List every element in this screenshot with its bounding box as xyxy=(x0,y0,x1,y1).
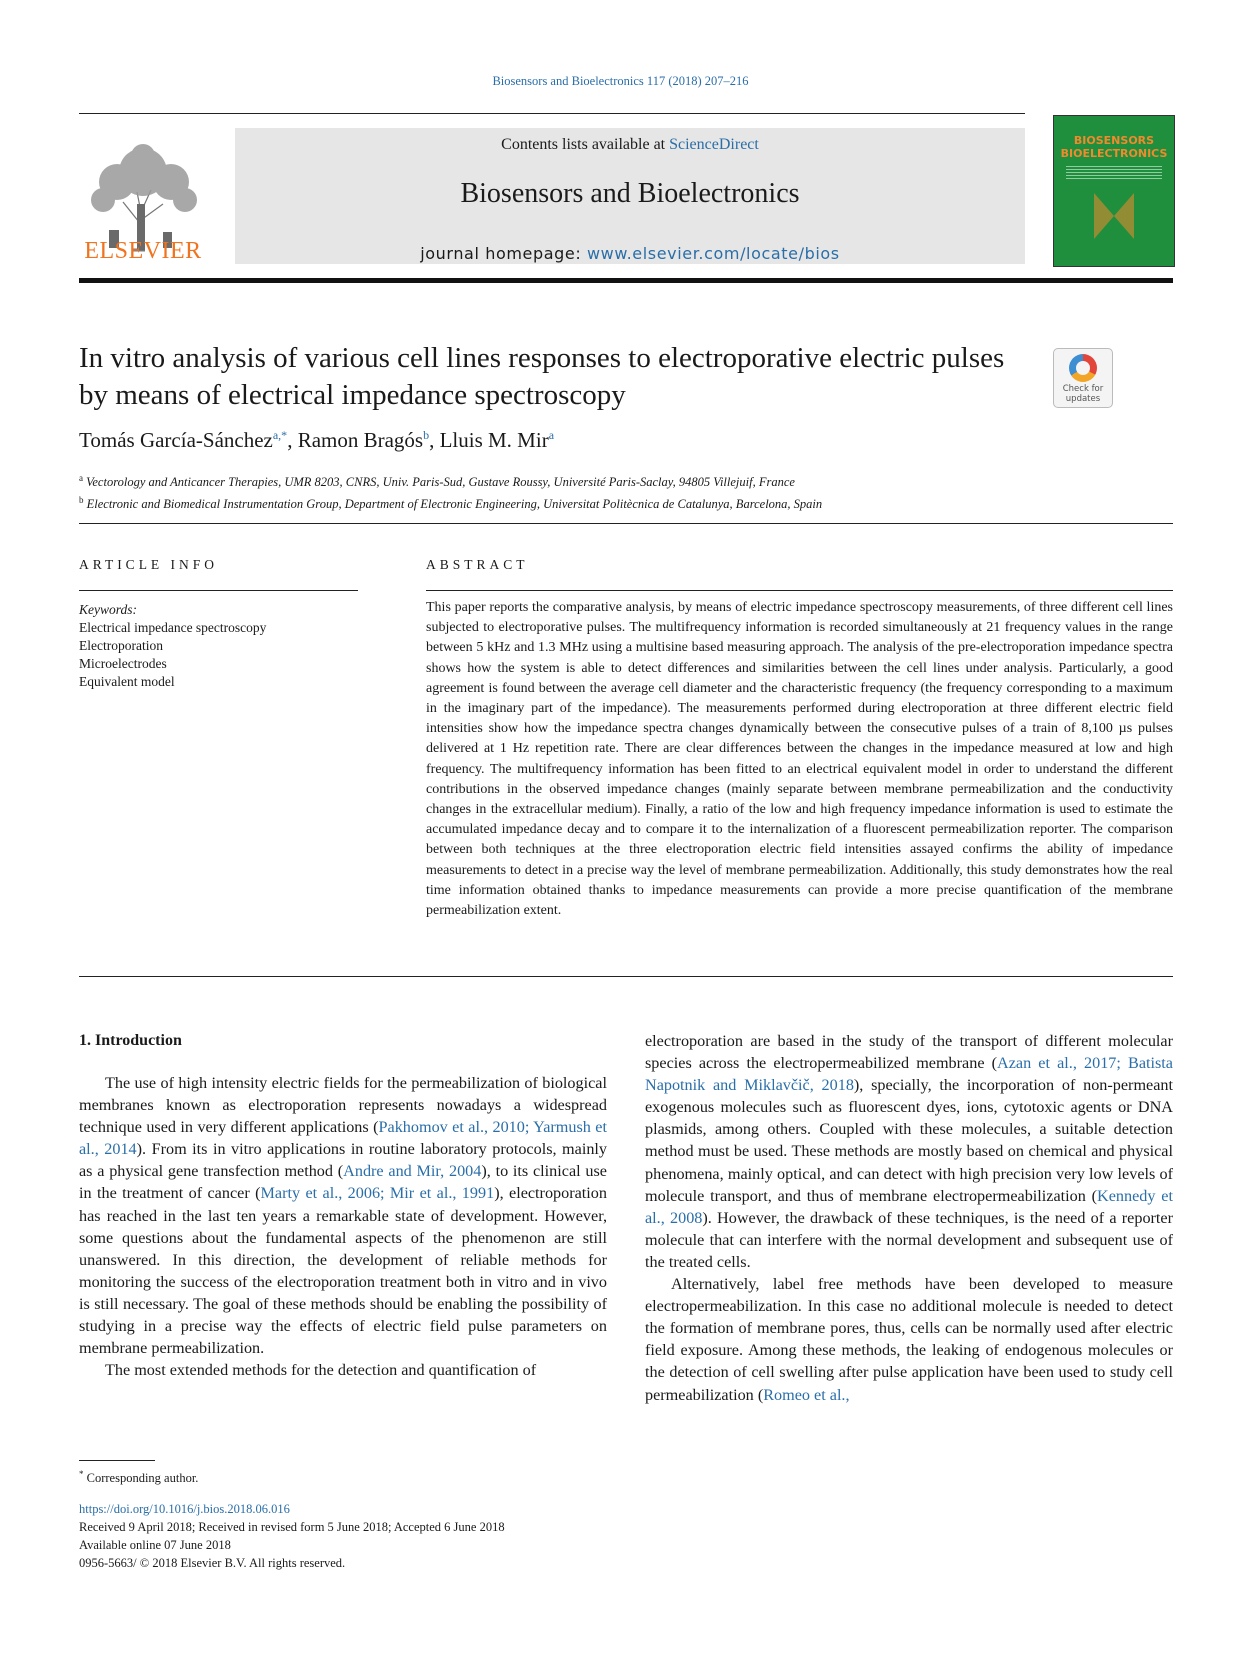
author-name: Tomás García-Sánchez xyxy=(79,428,273,452)
header-thick-rule xyxy=(79,278,1173,283)
author-separator: , xyxy=(429,428,440,452)
cover-subtitle-lines xyxy=(1066,166,1162,180)
paragraph-text: Alternatively, label free methods have been developed to measure electropermeabilization. In this case no additional molecule is needed to detect the formation of membrane pores, thus, cells can be normally used after electric field exposure. Among these methods, the leaking of endogenous molecules or the detection of cell swelling after pulse application have been used to study cell permeabilization ( xyxy=(645,1275,1173,1404)
keywords xyxy=(79,601,358,691)
abstract-heading: ABSTRACT xyxy=(426,557,529,572)
cover-title-line-1: BIOSENSORS xyxy=(1073,134,1155,147)
section-heading-introduction: 1. Introduction xyxy=(79,1032,182,1049)
affiliation-text: Electronic and Biomedical Instrumentation Group, Department of Electronic Engineering, Universitat Politècnica de Catalunya, Barcelona, Spain xyxy=(86,497,823,512)
abstract-text: This paper reports the comparative analysis, by means of electric impedance spectroscopy measurements, of three different cell lines subjected to electroporative pulses. The multifrequency information is recorded simultaneously at 21 frequency values in the range between 5 kHz and 1.3 MHz using a multisine based measuring approach. The analysis of the pre-electroporation impedance spectra shows how the system is able to detect differences and similarities between the cell lines under analysis. Particularly, a good agreement is found between the average cell diameter and the characteristic frequency (the frequency corresponding to a maximum in the imaginary part of the impedance). The measurements performed during electroporation at three different electric field intensities show how the impedance spectra changes dynamically between the consecutive pulses of a train of 8,100 µs pulses delivered at 1 Hz repetition rate. There are clear differences between the changes in the impedance measured at low and high frequency. The multifrequency information has been fitted to an electrical equivalent model in order to understand the different contributions in the observed impedance changes (mainly separate between membrane permeabilization and the conductivity changes in the extracellular medium). Finally, a ratio of the low and high frequency impedance information is used to estimate the accumulated impedance decay and to compare it to the internalization of a fluorescent permeabilization reporter. The comparison between both techniques at the three electroporation electric field intensities assayed confirms the ability of impedance measurements to detect in a precise way the level of membrane permeabilization. Additionally, this study demonstrates how the real time information obtained thanks to impedance measurements can provide a more precise quantification of the membrane permeabilization extent. xyxy=(426,600,1173,919)
keyword-item: Electroporation xyxy=(79,638,163,653)
paragraph-text: ). From its in vitro applications in routine laboratory protocols, mainly as a physical gene transfection method ( xyxy=(79,1140,608,1181)
affiliations xyxy=(79,469,1173,513)
check-for-updates-label xyxy=(1054,385,1112,404)
crossmark-icon xyxy=(1069,354,1097,382)
paragraph-text: ), electroporation has reached in the last ten years a remarkable state of development. However, some questions about the fundamental aspects of the phenomenon are still unanswered. In this direction, the development of reliable methods for monitoring the success of the electroporation treatment both in vitro and in vivo is still necessary. The goal of these methods should be enabling the possibility of studying in a precise way the effects of electric field pulse parameters on membrane permeabilization. xyxy=(79,1184,607,1358)
check-for-updates-button[interactable] xyxy=(1053,348,1113,408)
journal-citation[interactable]: Biosensors and Bioelectronics 117 (2018) 207–216 xyxy=(492,74,749,88)
journal-homepage-link[interactable]: www.elsevier.com/locate/bios xyxy=(587,244,840,263)
author-affiliation-link[interactable]: a,* xyxy=(272,428,288,442)
author-list xyxy=(79,428,1079,453)
abstract-rule xyxy=(426,590,1173,591)
author-name: Lluis M. Mir xyxy=(439,428,549,452)
header-rule xyxy=(79,113,1025,114)
footnote-rule xyxy=(79,1460,155,1461)
journal-cover-image[interactable] xyxy=(1053,115,1175,267)
keyword-item: Microelectrodes xyxy=(79,656,167,671)
article-info-heading: ARTICLE INFO xyxy=(79,557,219,572)
sciencedirect-link[interactable]: ScienceDirect xyxy=(669,136,759,153)
check-updates-line-2: updates xyxy=(1065,393,1101,404)
cover-graphic-icon xyxy=(1092,191,1136,241)
homepage-prefix: journal homepage: xyxy=(420,244,587,263)
abstract-bottom-rule xyxy=(79,976,1173,977)
keyword-item: Equivalent model xyxy=(79,674,175,689)
contents-prefix: Contents lists available at xyxy=(501,136,670,153)
affiliation-mark: b xyxy=(79,495,84,506)
footnote-mark: * xyxy=(79,1469,84,1479)
affiliation-text: Vectorology and Anticancer Therapies, UMR 8203, CNRS, Univ. Paris-Sud, Gustave Roussy, Université Paris-Saclay, 94805 Villejuif, France xyxy=(86,475,795,490)
homepage-line xyxy=(235,244,1025,263)
received-dates: Received 9 April 2018; Received in revised form 5 June 2018; Accepted 6 June 2018 xyxy=(79,1520,505,1534)
article-title: In vitro analysis of various cell lines responses to electroporative electric pulses by means of electrical impedance spectroscopy xyxy=(79,342,1005,411)
keyword-item: Electrical impedance spectroscopy xyxy=(79,620,267,635)
intro-paragraph-2-continued xyxy=(645,1030,1173,1273)
affiliation-item xyxy=(79,491,1173,513)
citation-link[interactable]: Romeo et al., xyxy=(763,1385,850,1404)
citation-link[interactable]: Pakhomov et al., 2010; Yarmush et al., 2014 xyxy=(79,1118,607,1159)
copyright-line: 0956-5663/ © 2018 Elsevier B.V. All rights reserved. xyxy=(79,1556,346,1570)
citation-link[interactable]: Marty et al., 2006; Mir et al., 1991 xyxy=(260,1184,495,1203)
keywords-label: Keywords: xyxy=(79,602,137,617)
paragraph-text: ), to its clinical use in the treatment of cancer ( xyxy=(79,1162,607,1203)
article-info-rule xyxy=(79,590,358,591)
article-metadata xyxy=(79,1500,505,1572)
author-affiliation-link[interactable]: b xyxy=(423,428,430,442)
check-updates-line-1: Check for xyxy=(1062,384,1104,394)
journal-banner xyxy=(235,128,1025,264)
corresponding-author-footnote xyxy=(79,1465,198,1487)
doi-link[interactable]: https://doi.org/10.1016/j.bios.2018.06.016 xyxy=(79,1502,290,1516)
citation-link[interactable]: Andre and Mir, 2004 xyxy=(343,1162,482,1181)
affiliation-mark: a xyxy=(79,473,83,483)
cover-title-line-2: BIOELECTRONICS xyxy=(1060,147,1168,160)
citation-link[interactable]: Kennedy et al., 2008 xyxy=(645,1186,1173,1227)
intro-paragraph-1 xyxy=(79,1072,607,1359)
body-column-right xyxy=(645,1030,1173,1406)
author-separator: , xyxy=(287,428,298,452)
contents-line xyxy=(235,136,1025,154)
elsevier-logo[interactable]: ELSEVIER xyxy=(84,238,202,264)
citation-link[interactable]: Azan et al., 2017; Batista Napotnik and Miklavčič, 2018 xyxy=(645,1054,1173,1095)
body-column-left xyxy=(79,1030,607,1381)
paragraph-text: ). However, the drawback of these techniques, is the need of a reporter molecule that can interfere with the normal development and subsequent use of the treated cells. xyxy=(645,1208,1173,1271)
author-name: Ramon Bragós xyxy=(297,428,424,452)
available-online-date: Available online 07 June 2018 xyxy=(79,1538,231,1552)
journal-name: Biosensors and Bioelectronics xyxy=(460,178,800,209)
author-affiliation-link[interactable]: a xyxy=(548,428,555,442)
cover-title xyxy=(1060,134,1168,160)
affiliation-item xyxy=(79,469,1173,491)
intro-paragraph-2-start: The most extended methods for the detection and quantification of xyxy=(105,1361,537,1380)
paragraph-text: The use of high intensity electric fields for the permeabilization of biological membranes known as electroporation represents nowadays a widespread technique used in very different applications ( xyxy=(79,1074,607,1137)
intro-paragraph-3 xyxy=(645,1273,1173,1406)
paragraph-text: electroporation are based in the study of the transport of different molecular species across the electropermeabilized membrane ( xyxy=(645,1032,1173,1073)
affiliation-rule xyxy=(79,523,1173,524)
paragraph-text: ), specially, the incorporation of non-permeant exogenous molecules such as fluorescent dyes, ions, cytotoxic agents or DNA plasmids, among others. Coupled with these molecules, a suitable detection method must be used. These methods are mostly based on chemical and physical phenomena, mainly optical, and can detect with high precision very low levels of molecule transport, and thus of membrane electropermeabilization ( xyxy=(645,1076,1173,1205)
footnote-text: Corresponding author. xyxy=(86,1471,199,1486)
